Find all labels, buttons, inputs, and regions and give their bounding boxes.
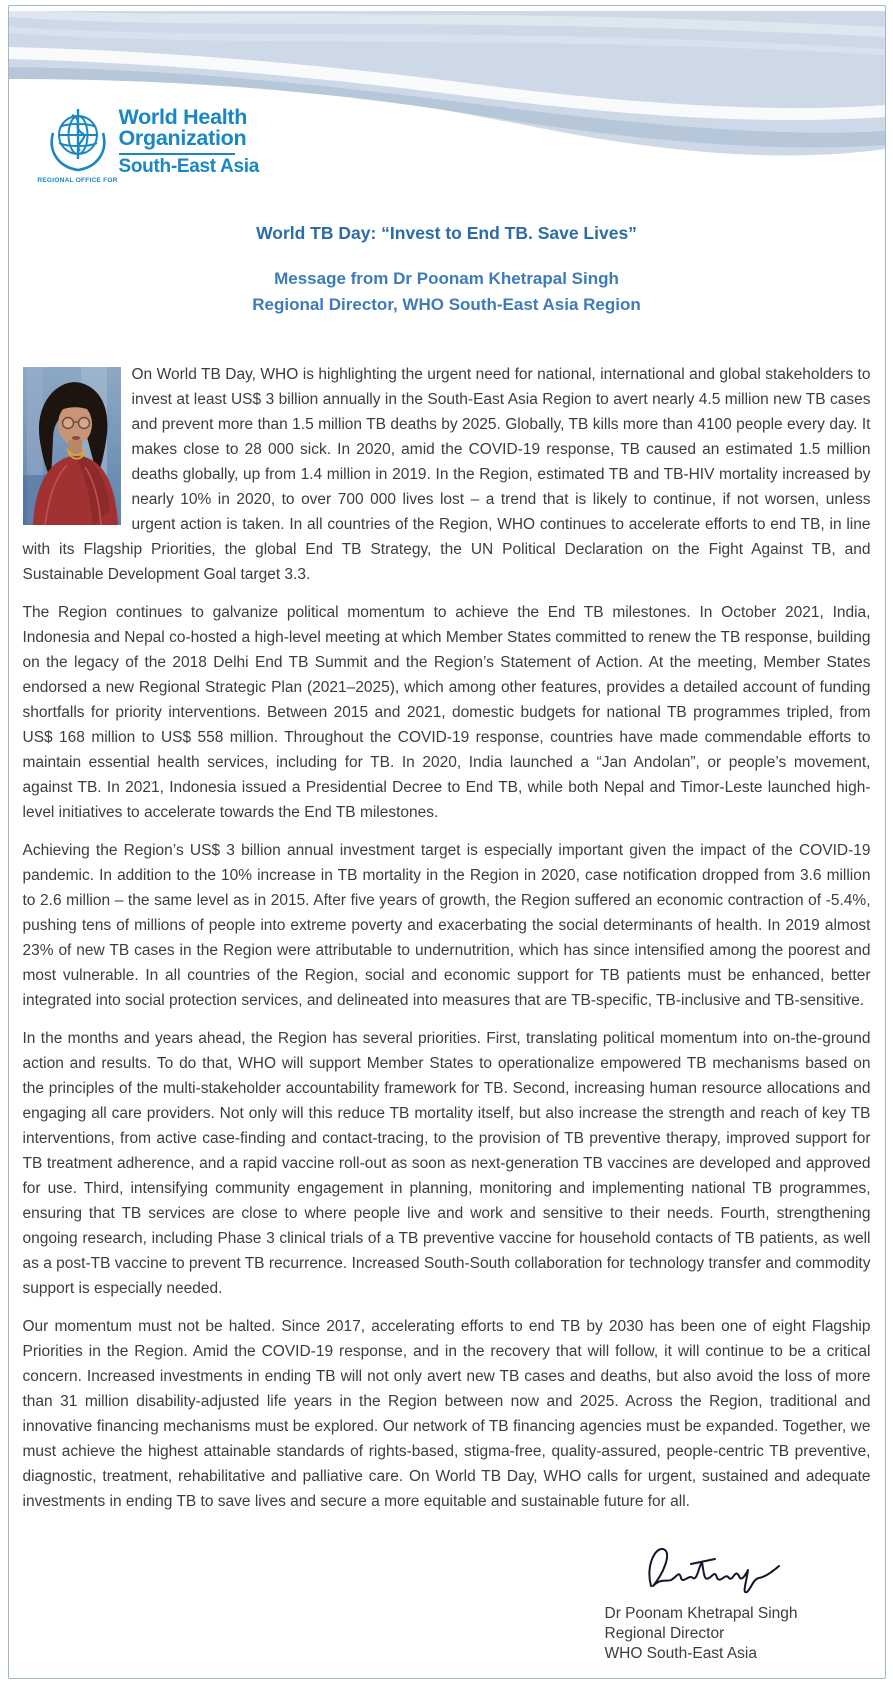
message-body: [23, 362, 871, 1514]
subtitle-line1: Message from Dr Poonam Khetrapal Singh: [274, 269, 619, 288]
page-title: World TB Day: “Invest to End TB. Save Lives”: [256, 223, 637, 243]
paragraph-4: In the months and years ahead, the Region has several priorities. First, translating political momentum into on-the-ground action and results. To do that, WHO will support Member States to operationalize empowered TB mechanisms based on the principles of the multi-stakeholder accountability framework for TB. Second, increasing human resource allocations and engaging all care providers. Not only will this reduce TB mortality itself, but also increase the strength and reach of key TB interventions, from active case-finding and contact-tracing, to the provision of TB preventive therapy, improved support for TB treatment adherence, and a rapid vaccine roll-out as soon as next-generation TB vaccines are developed and approved for use. Third, intensifying community engagement in planning, monitoring and implementing national TB programmes, ensuring that TB services are close to where people live and work and sensitive to their needs. Fourth, strengthening ongoing research, including Phase 3 clinical trials of a TB preventive vaccine for household contacts of TB patients, as well as a post-TB vaccine to prevent TB recurrence. Increased South-South collaboration for technology transfer and commodity support is especially needed.: [22, 1030, 871, 1297]
paragraph-3: Achieving the Region’s US$ 3 billion annual investment target is especially important given the impact of the COVID-19 pandemic. In addition to the 10% increase in TB mortality in the Region in 2020, case notification dropped from 3.6 million to 2.6 million – the same level as in 2015. After five years of growth, the Region suffered an economic contraction of -5.4%, pushing tens of millions of people into extreme poverty and exacerbating the social determinants of health. In 2019 almost 23% of new TB cases in the Region were attributable to undernutrition, which has since intensified among the poorest and most vulnerable. In all countries of the Region, social and economic support for TB patients must be enhanced, better integrated into social protection services, and delineated into measures that are TB-specific, TB-inclusive and TB-sensitive.: [22, 842, 871, 1009]
subtitle-line2: Regional Director, WHO South-East Asia Region: [252, 295, 641, 314]
signature-block: [605, 1540, 837, 1664]
signatory-title: Regional Director: [604, 1625, 725, 1642]
logo-divider-rule: [119, 153, 235, 155]
logo-office-prefix: REGIONAL OFFICE FOR: [37, 177, 118, 184]
page-subtitle: [29, 266, 865, 318]
logo-office-name: South-East Asia: [118, 156, 259, 177]
paragraph-1-text: On World TB Day, WHO is highlighting the urgent need for national, international and global stakeholders to invest at least US$ 3 billion annually in the South-East Asia Region to avert nearly 4.5 million new TB cases and prevent more than 1.5 million TB deaths by 2025. Globally, TB kills more than 4100 people every day. It makes close to 28 000 sick. In 2020, amid the COVID-19 response, TB caused an estimated 1.5 million deaths globally, up from 1.4 million in 2019. In the Region, estimated TB and TB-HIV mortality increased by nearly 10% in 2020, to over 700 000 lives lost – a trend that is likely to continue, if not worsen, unless urgent action is taken. In all countries of the Region, WHO continues to accelerate efforts to end TB, in line with its Flagship Priorities, the global End TB Strategy, the UN Political Declaration on the Fight Against TB, and Sustainable Development Goal target 3.3.: [22, 366, 871, 583]
logo-org-name-line2: Organization: [118, 126, 247, 150]
paragraph-1: [23, 362, 871, 587]
signatory-org: WHO South-East Asia: [604, 1645, 757, 1662]
signature-image: [641, 1540, 791, 1598]
paragraph-2: The Region continues to galvanize political momentum to achieve the End TB milestones. In October 2021, India, Indonesia and Nepal co-hosted a high-level meeting at which Member States committed to renew the TB response, building on the legacy of the 2018 Delhi End TB Summit and the Region’s Statement of Action. At the meeting, Member States endorsed a new Regional Strategic Plan (2021–2025), which among other features, provides a detailed account of funding shortfalls for priority interventions. Between 2015 and 2021, domestic budgets for national TB programmes tripled, from US$ 168 million to US$ 558 million. Throughout the COVID-19 response, countries have made commendable efforts to maintain essential health services, including for TB. In 2020, India launched a “Jan Andolan”, or people’s movement, against TB. In 2021, Indonesia issued a Presidential Decree to End TB, while both Nepal and Timor-Leste launched high-level initiatives to accelerate towards the End TB milestones.: [22, 604, 871, 821]
portrait-photo: [23, 367, 121, 525]
paragraph-5: Our momentum must not be halted. Since 2017, accelerating efforts to end TB by 2030 has been one of eight Flagship Priorities in the Region. Amid the COVID-19 response, and in the recovery that will follow, it will continue to be a critical concern. Increased investments in ending TB will not only avert new TB cases and deaths, but also avoid the loss of more than 31 million disability-adjusted life years in the Region between now and 2025. Across the Region, traditional and innovative financing mechanisms must be explored. Our network of TB financing agencies must be expanded. Together, we must achieve the highest attainable standards of rights-based, stigma-free, quality-assured, people-centric TB preventive, diagnostic, treatment, rehabilitative and palliative care. On World TB Day, WHO calls for urgent, sustained and adequate investments in ending TB to save lives and secure a more equitable and sustainable future for all.: [22, 1318, 871, 1510]
who-logo: [37, 105, 885, 184]
signatory-name: Dr Poonam Khetrapal Singh: [604, 1605, 798, 1622]
logo-org-name-line1: World Health: [118, 105, 248, 129]
document-page: [8, 5, 886, 1679]
who-emblem-icon: [46, 107, 110, 173]
